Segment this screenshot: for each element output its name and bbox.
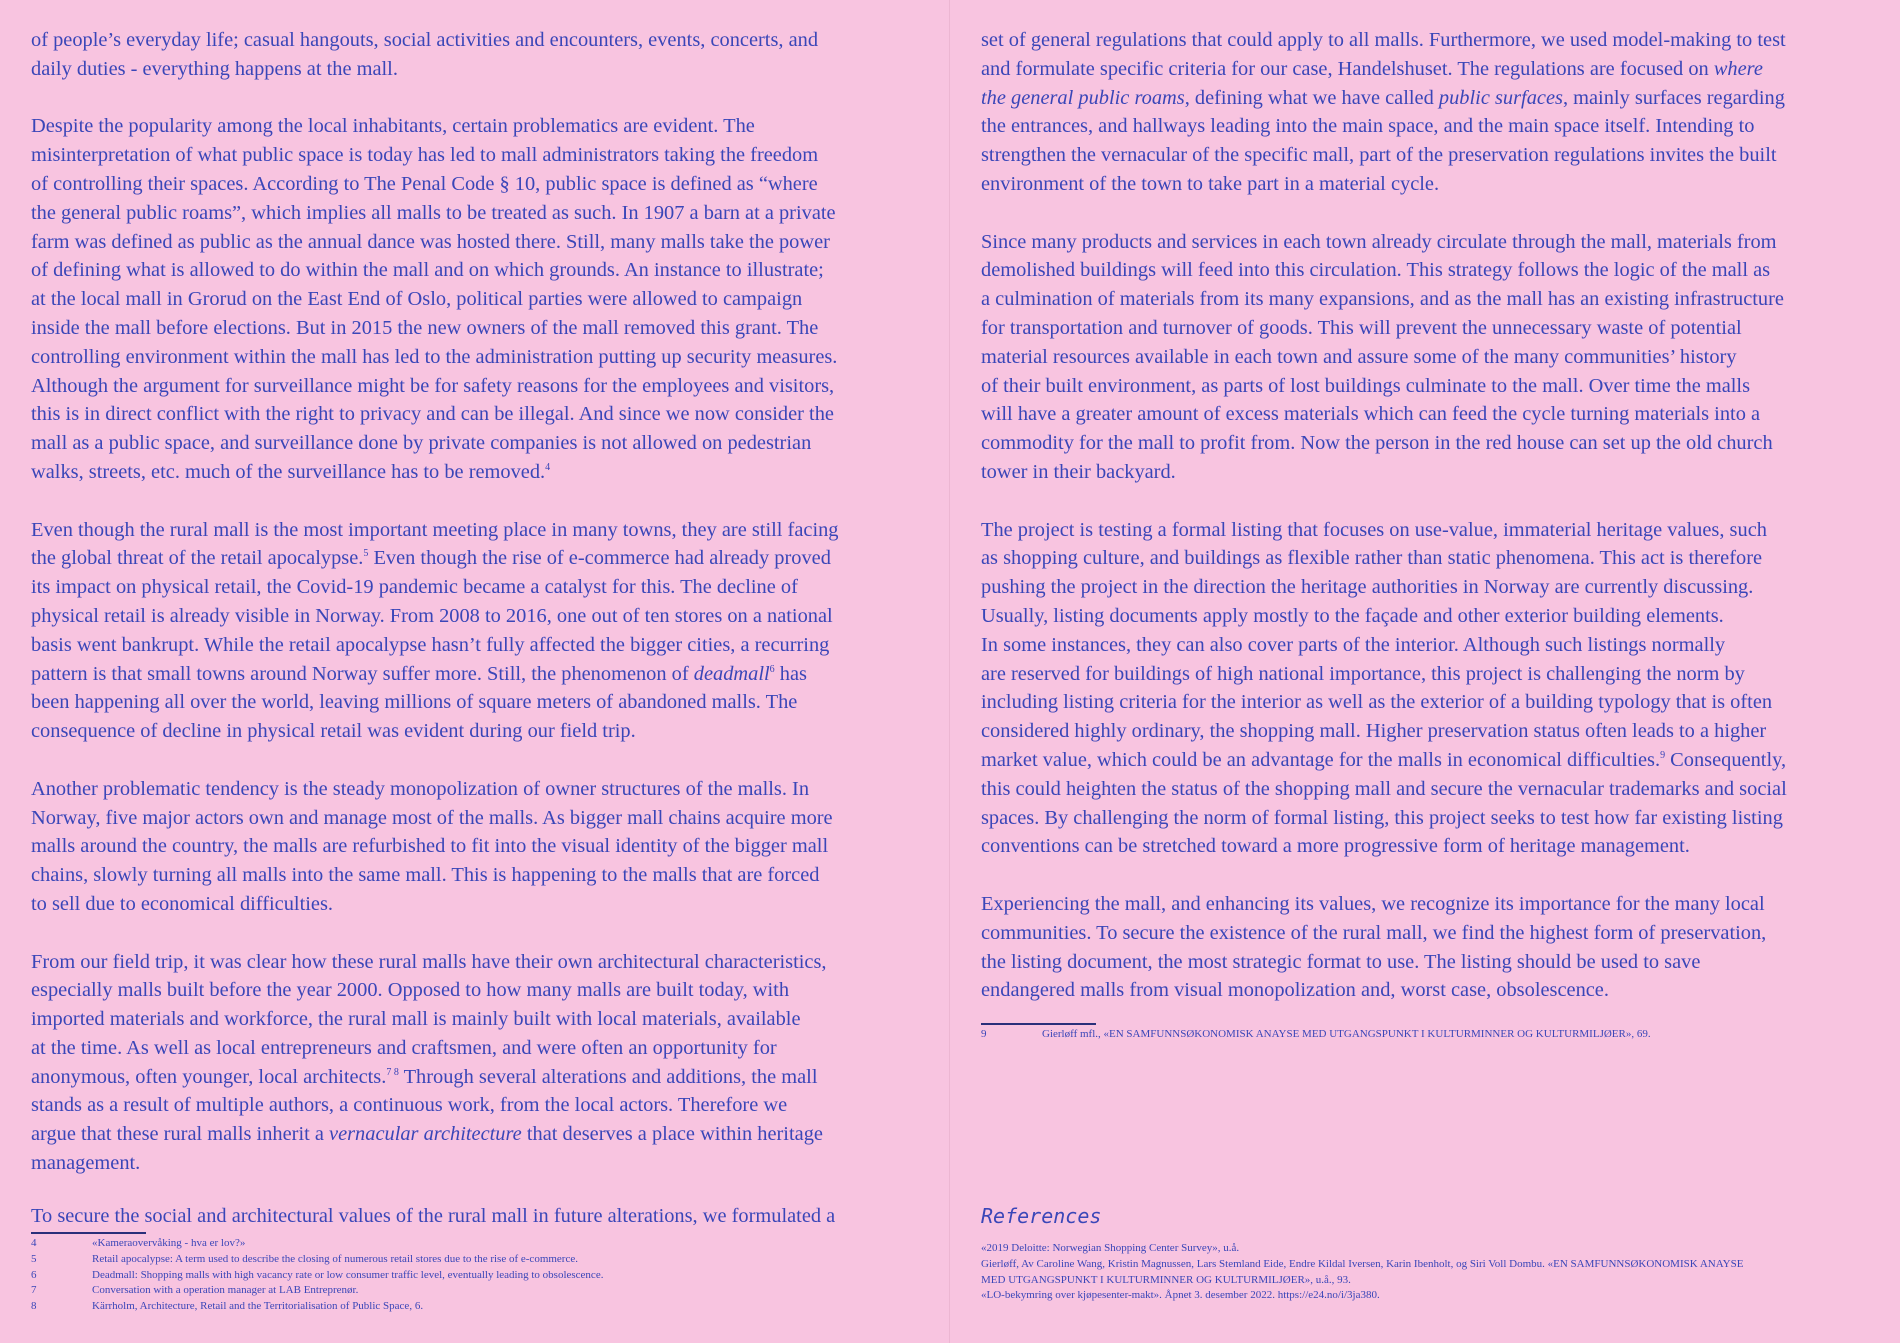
text-line: Even though the rural mall is the most important meeting place in many towns, they are still facing bbox=[31, 518, 839, 541]
spread-divider bbox=[949, 0, 950, 1343]
footnote-number: 6 bbox=[31, 1268, 37, 1281]
text-line: mall as a public space, and surveillance done by private companies is not allowed on pedestrian bbox=[31, 432, 812, 455]
text-line: the general public roams, defining what we have called public surfaces, mainly surfaces regarding bbox=[981, 86, 1785, 109]
footnote-divider bbox=[31, 1232, 146, 1234]
text-line: endangered malls from visual monopolization and, worst case, obsolescence. bbox=[981, 979, 1609, 1002]
paragraph bbox=[981, 890, 1869, 1005]
text-line: the global threat of the retail apocalypse.$^5$ Even though the rise of e-commerce had already proved bbox=[31, 547, 831, 570]
text-line: Another problematic tendency is the steady monopolization of owner structures of the malls. In bbox=[31, 777, 810, 800]
text-line: environment of the town to take part in a material cycle. bbox=[981, 172, 1440, 195]
reference-item: Gierløff, Av Caroline Wang, Kristin Magnussen, Lars Stemland Eide, Endre Kildal Iversen, Karin Ibenholt, og Siri Voll Dombu. «EN SAMFUNNSØKONOMISK ANAYSE bbox=[981, 1257, 1744, 1270]
footnote-ref[interactable]: 7 8 bbox=[386, 1066, 399, 1078]
text-line: Norway, five major actors own and manage most of the malls. As bigger mall chains acquire more bbox=[31, 806, 833, 829]
footnote bbox=[31, 1236, 911, 1252]
text-line: for transportation and turnover of goods. This will prevent the unnecessary waste of potential bbox=[981, 316, 1742, 339]
footnote bbox=[31, 1252, 911, 1268]
text-line: at the local mall in Grorud on the East End of Oslo, political parties were allowed to campaign bbox=[31, 288, 803, 311]
paragraph bbox=[31, 112, 919, 486]
text-line: pattern is that small towns around Norway suffer more. Still, the phenomenon of deadmall$^6$ has bbox=[31, 662, 807, 685]
text-line: management. bbox=[31, 1152, 141, 1175]
text-line: conventions can be stretched toward a more progressive form of heritage management. bbox=[981, 835, 1690, 858]
text-line: From our field trip, it was clear how these rural malls have their own architectural characteristics, bbox=[31, 950, 827, 973]
text-line: The project is testing a formal listing that focuses on use-value, immaterial heritage values, such bbox=[981, 518, 1767, 541]
text-line: to sell due to economical difficulties. bbox=[31, 892, 334, 915]
footnote-number: 8 bbox=[31, 1300, 37, 1313]
italic-term: where bbox=[1713, 57, 1763, 80]
text-line: daily duties - everything happens at the mall. bbox=[31, 57, 398, 80]
footnote-number: 5 bbox=[31, 1252, 37, 1265]
footnote-ref[interactable]: 9 bbox=[1660, 749, 1666, 761]
text-line: farm was defined as public as the annual dance was hosted there. Still, many malls take the power bbox=[31, 230, 830, 253]
text-line: the entrances, and hallways leading into the main space, and the main space itself. Intending to bbox=[981, 115, 1755, 138]
paragraph bbox=[981, 228, 1869, 487]
text-line: walks, streets, etc. much of the surveillance has to be removed.$^4$ bbox=[31, 460, 551, 483]
footnote bbox=[981, 1027, 1651, 1043]
references-heading: References bbox=[981, 1204, 1102, 1228]
paragraph bbox=[31, 26, 919, 84]
footnote-ref[interactable]: 6 bbox=[769, 663, 775, 675]
text-line: especially malls built before the year 2000. Opposed to how many malls are built today, with bbox=[31, 979, 790, 1002]
text-line: controlling environment within the mall has led to the administration putting up security measures. bbox=[31, 345, 838, 368]
text-line: malls around the country, the malls are refurbished to fit into the visual identity of the bigger mall bbox=[31, 835, 829, 858]
text-line: of controlling their spaces. According to The Penal Code § 10, public space is defined as “where bbox=[31, 172, 818, 195]
text-line: communities. To secure the existence of the rural mall, we find the highest form of preservation, bbox=[981, 921, 1767, 944]
reference-item: MED UTGANGSPUNKT I KULTURMINNER OG KULTURMILJØER», u.å., 93. bbox=[981, 1273, 1351, 1286]
footnote bbox=[31, 1283, 911, 1299]
footnote-number: 4 bbox=[31, 1237, 37, 1249]
text-line: its impact on physical retail, the Covid-19 pandemic became a catalyst for this. The decline of bbox=[31, 576, 798, 599]
text-line: Although the argument for surveillance might be for safety reasons for the employees and visitors, bbox=[31, 374, 835, 397]
paragraph bbox=[31, 516, 919, 746]
footnote-text: Gierløff mfl., «EN SAMFUNNSØKONOMISK ANAYSE MED UTGANGSPUNKT I KULTURMINNER OG KULTURMILJØER», 69. bbox=[1042, 1028, 1651, 1040]
text-line: Experiencing the mall, and enhancing its values, we recognize its importance for the many local bbox=[981, 892, 1765, 915]
text-line: been happening all over the world, leaving millions of square meters of abandoned malls. The bbox=[31, 691, 798, 714]
text-line: physical retail is already visible in Norway. From 2008 to 2016, one out of ten stores on a national bbox=[31, 604, 833, 627]
paragraph bbox=[981, 26, 1869, 199]
footnote-number: 9 bbox=[981, 1028, 987, 1040]
text-line: consequence of decline in physical retail was evident during our field trip. bbox=[31, 720, 636, 743]
text-line: as shopping culture, and buildings as flexible rather than static phenomena. This act is therefore bbox=[981, 547, 1763, 570]
text-line: the listing document, the most strategic format to use. The listing should be used to save bbox=[981, 950, 1701, 973]
text-line: of people’s everyday life; casual hangouts, social activities and encounters, events, concerts, and bbox=[31, 29, 819, 51]
text-line: chains, slowly turning all malls into the same mall. This is happening to the malls that are forced bbox=[31, 864, 820, 887]
text-line: material resources available in each town and assure some of the many communities’ history bbox=[981, 345, 1737, 368]
footnote bbox=[31, 1299, 911, 1315]
text-line: set of general regulations that could apply to all malls. Furthermore, we used model-making to test bbox=[981, 29, 1786, 51]
footnote-text: Kärrholm, Architecture, Retail and the Territorialisation of Public Space, 6. bbox=[92, 1300, 424, 1313]
paragraph bbox=[31, 948, 919, 1178]
text-line: inside the mall before elections. But in 2015 the new owners of the mall removed this grant. The bbox=[31, 316, 819, 339]
italic-term: public surfaces bbox=[1438, 86, 1563, 109]
footnote-ref[interactable]: 4 bbox=[545, 461, 551, 473]
text-line: of defining what is allowed to do within the mall and on which grounds. An instance to illustrate; bbox=[31, 259, 824, 282]
text-line: Since many products and services in each town already circulate through the mall, materials from bbox=[981, 230, 1777, 253]
text-line: spaces. By challenging the norm of formal listing, this project seeks to test how far existing listing bbox=[981, 806, 1783, 829]
text-line: at the time. As well as local entrepreneurs and craftsmen, and were often an opportunity for bbox=[31, 1036, 777, 1059]
footnote bbox=[31, 1268, 911, 1284]
text-line: are reserved for buildings of high national importance, this project is challenging the norm by bbox=[981, 662, 1745, 685]
reference-item: «LO-bekymring over kjøpesenter-makt». Åpnet 3. desember 2022. https://e24.no/i/3ja380. bbox=[981, 1289, 1380, 1302]
left-page bbox=[31, 26, 919, 1207]
text-line: commodity for the mall to profit from. Now the person in the red house can set up the old church bbox=[981, 432, 1773, 455]
footnote-text: Retail apocalypse: A term used to describe the closing of numerous retail stores due to the rise of e-commerce. bbox=[92, 1252, 578, 1265]
footnote-divider bbox=[981, 1023, 1096, 1025]
text-line: this is in direct conflict with the right to privacy and can be illegal. And since we now consider the bbox=[31, 403, 834, 426]
text-line: this could heighten the status of the shopping mall and secure the vernacular trademarks and social bbox=[981, 777, 1787, 800]
paragraph bbox=[981, 516, 1869, 862]
text-line: Despite the popularity among the local inhabitants, certain problematics are evident. The bbox=[31, 115, 755, 138]
text-line: misinterpretation of what public space is today has led to mall administrators taking the freedom bbox=[31, 144, 819, 167]
text-line: and formulate specific criteria for our case, Handelshuset. The regulations are focused on where bbox=[981, 57, 1763, 80]
footnote-ref[interactable]: 5 bbox=[363, 548, 369, 560]
text-line: In some instances, they can also cover parts of the interior. Although such listings normally bbox=[981, 633, 1726, 656]
text-line: market value, which could be an advantage for the malls in economical difficulties.$^9$ Consequently, bbox=[981, 748, 1787, 771]
text-line: argue that these rural malls inherit a vernacular architecture that deserves a place within heritage bbox=[31, 1123, 823, 1146]
text-line: the general public roams”, which implies all malls to be treated as such. In 1907 a barn at a private bbox=[31, 201, 836, 224]
footnote-number: 7 bbox=[31, 1284, 37, 1297]
text-line: including listing criteria for the interior as well as the exterior of a building typology that is often bbox=[981, 691, 1773, 714]
paragraph bbox=[31, 775, 919, 919]
text-line: tower in their backyard. bbox=[981, 460, 1176, 483]
text-line: imported materials and workforce, the rural mall is mainly built with local materials, available bbox=[31, 1008, 801, 1031]
text-line: Usually, listing documents apply mostly to the façade and other exterior building elements. bbox=[981, 604, 1724, 627]
italic-term: deadmall bbox=[693, 662, 770, 685]
text-line: will have a greater amount of excess materials which can feed the cycle turning materials into a bbox=[981, 403, 1761, 426]
italic-term: vernacular architecture bbox=[329, 1123, 522, 1146]
footnote-text: Deadmall: Shopping malls with high vacancy rate or low consumer traffic level, eventually leading to obsolescence. bbox=[92, 1268, 604, 1281]
text-line: of their built environment, as parts of lost buildings culminate to the mall. Over time the malls bbox=[981, 374, 1751, 397]
continued-line: To secure the social and architectural values of the rural mall in future alterations, we formulated a bbox=[31, 1205, 836, 1227]
references-list bbox=[981, 1241, 1871, 1304]
text-line: considered highly ordinary, the shopping mall. Higher preservation status often leads to a higher bbox=[981, 720, 1767, 743]
footnote-text: Conversation with a operation manager at LAB Entreprenør. bbox=[92, 1284, 359, 1297]
right-page bbox=[981, 26, 1869, 1034]
footnotes bbox=[31, 1236, 911, 1315]
text-line: anonymous, often younger, local architects.$^{7 8}$ Through several alterations and additions, the mall bbox=[31, 1065, 818, 1088]
footnotes bbox=[981, 1027, 1651, 1043]
text-line: stands as a result of multiple authors, a continuous work, from the local actors. Therefore we bbox=[31, 1094, 788, 1117]
text-line: strengthen the vernacular of the specific mall, part of the preservation regulations invites the built bbox=[981, 144, 1777, 167]
text-line: pushing the project in the direction the heritage authorities in Norway are currently discussing. bbox=[981, 576, 1754, 599]
reference-item: «2019 Deloitte: Norwegian Shopping Center Survey», u.å. bbox=[981, 1242, 1240, 1254]
footnote-text: «Kameraovervåking - hva er lov?» bbox=[92, 1237, 246, 1249]
text-line: a culmination of materials from its many expansions, and as the mall has an existing infrastructure bbox=[981, 288, 1784, 311]
text-line: demolished buildings will feed into this circulation. This strategy follows the logic of the mall as bbox=[981, 259, 1771, 282]
text-line: basis went bankrupt. While the retail apocalypse hasn’t fully affected the bigger cities, a recurring bbox=[31, 633, 830, 656]
italic-term: the general public roams bbox=[981, 86, 1185, 109]
